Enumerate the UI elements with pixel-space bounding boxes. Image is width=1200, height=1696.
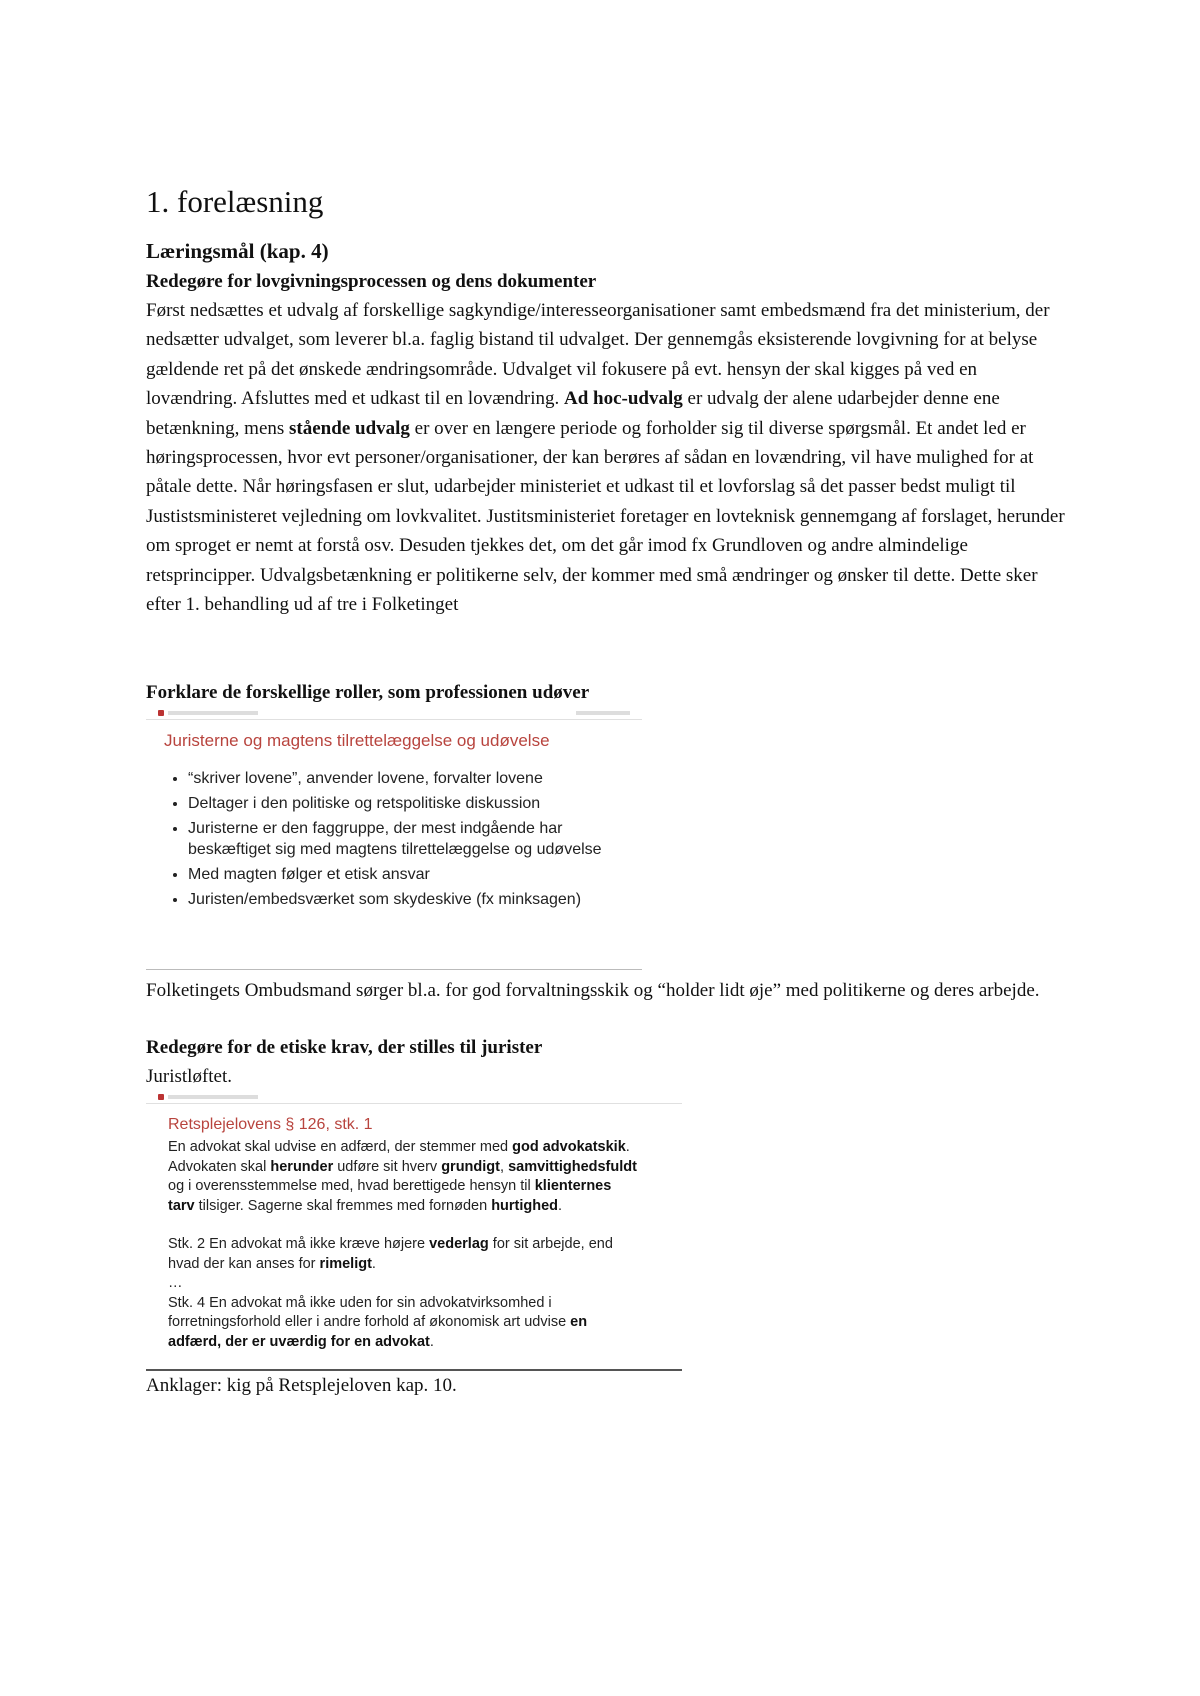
paragraph-anklager: Anklager: kig på Retsplejeloven kap. 10. xyxy=(146,1375,457,1397)
slide-date xyxy=(576,711,630,715)
university-logo-icon xyxy=(158,1094,164,1100)
slide-bullet: • Juristerne er den faggruppe, der mest indgående har beskæftiget sig med magtens tilrettelæggelse og udøvelse xyxy=(188,818,642,860)
text-run: tilsiger. Sagerne skal fremmes med fornøden xyxy=(194,1197,492,1214)
paragraph-ombudsmand: Folketingets Ombudsmand sørger bl.a. for god forvaltningsskik og “holder lidt øje” med politikerne og deres arbejde. xyxy=(146,980,1040,1002)
text-run: . xyxy=(371,1255,376,1272)
slide-text-stk2 xyxy=(168,1235,638,1274)
slide-bullet: • Med magten følger et etisk ansvar xyxy=(188,864,642,885)
text-run: En advokat skal udvise en adfærd, der stemmer med xyxy=(168,1139,513,1156)
text-run: . xyxy=(429,1333,434,1350)
slide-image-roles xyxy=(146,709,642,970)
slide-header-text xyxy=(168,711,258,715)
text-run: Stk. 2 En advokat må ikke kræve højere xyxy=(168,1236,430,1253)
text-run: , xyxy=(500,1158,509,1175)
slide-bullet: • Juristen/embedsværket som skydeskive (fx minksagen) xyxy=(188,889,642,910)
slide-header-bar xyxy=(146,709,642,720)
slide-bullet: • Deltager i den politiske og retspolitiske diskussion xyxy=(188,793,642,814)
slide-header-text xyxy=(168,1095,258,1099)
slide-bullet-list xyxy=(146,768,642,910)
bold-term: vederlag xyxy=(429,1236,489,1253)
slide-image-retsplejeloven xyxy=(146,1093,682,1371)
paragraph-legislative-process xyxy=(146,296,1066,619)
bold-term: grundigt xyxy=(441,1158,500,1175)
document-content xyxy=(146,182,1066,1401)
bold-term: herunder xyxy=(270,1158,334,1175)
text-run: . xyxy=(558,1197,563,1214)
bold-term: rimeligt xyxy=(319,1255,372,1272)
heading-roles: Forklare de forskellige roller, som professionen udøver xyxy=(146,682,590,704)
slide-title: Juristerne og magtens tilrettelæggelse og udøvelse xyxy=(164,731,550,751)
document-title: 1. forelæsning xyxy=(146,184,324,219)
text-run: og i overensstemmelse med, hvad berettigede hensyn til xyxy=(168,1178,535,1195)
bold-term: klienternes tarv xyxy=(168,1178,612,1214)
bold-term: samvittighedsfuldt xyxy=(508,1158,637,1175)
bold-term: hurtighed xyxy=(491,1197,559,1214)
slide-ellipsis: … xyxy=(168,1275,183,1292)
heading-ethics: Redegøre for de etiske krav, der stilles til jurister xyxy=(146,1036,543,1058)
paragraph-juristloeftet: Juristløftet. xyxy=(146,1065,233,1087)
slide-text-stk4 xyxy=(168,1294,638,1353)
term-staaende-udvalg: stående udvalg xyxy=(289,417,410,439)
slide-text-stk1 xyxy=(168,1138,638,1216)
text-run: Først nedsættes et udvalg af forskellige sagkyndige/interesseorganisationer samt embedsmænd fra det ministerium, der nedsætter udvalget, som leverer bl.a. faglig bistand til udvalget. Der gennemgås eksisterende lovgivning for at belyse gældende ret på det ønskede ændringsområde. Udvalget vil fokusere på evt. hensyn der skal kigges på ved en lovændring. Afsluttes med et udkast til en lovændring. xyxy=(146,300,1050,410)
slide-title: Retsplejelovens § 126, stk. 1 xyxy=(168,1116,373,1134)
text-run: for sit arbejde, end hvad der kan anses for xyxy=(168,1236,613,1272)
text-run: . Advokaten skal xyxy=(168,1139,630,1175)
section-heading: Læringsmål (kap. 4) xyxy=(146,239,329,263)
text-run: er udvalg der alene udarbejder denne ene betænkning, mens xyxy=(146,388,1000,439)
bold-term: en adfærd, der er uværdig for en advokat xyxy=(168,1314,588,1350)
slide-header-bar xyxy=(146,1093,682,1104)
text-run: er over en længere periode og forholder sig til diverse spørgsmål. Et andet led er høringsprocessen, hvor evt personer/organisationer, der kan berøres af sådan en lovændring, vil have mulighed for at påtale dette. Når høringsfasen er slut, udarbejder ministeriet et udkast til et lovforslag så det passer bedst muligt til Justistsministeret vejledning om lovkvalitet. Justitsministeriet foretager en lovteknisk gennemgang af forslaget, herunder om sproget er nemt at forstå osv. Desuden tjekkes det, om det går imod fx Grundloven og andre almindelige retsprincipper. Udvalgsbetænkning er politikerne selv, der kommer med små ændringer og ønsker til dette. Dette sker efter 1. behandling ud af tre i Folketinget xyxy=(146,417,1065,616)
slide-bullet: • “skriver lovene”, anvender lovene, forvalter lovene xyxy=(188,768,642,789)
university-logo-icon xyxy=(158,710,164,716)
heading-legislative-process: Redegøre for lovgivningsprocessen og dens dokumenter xyxy=(146,271,597,292)
bold-term: god advokatskik xyxy=(512,1139,626,1156)
term-ad-hoc-udvalg: Ad hoc-udvalg xyxy=(563,388,683,410)
text-run: udføre sit hverv xyxy=(333,1158,442,1175)
text-run: Stk. 4 En advokat må ikke uden for sin advokatvirksomhed i forretningsforhold eller i andre forhold af økonomisk art udvise xyxy=(168,1294,571,1331)
